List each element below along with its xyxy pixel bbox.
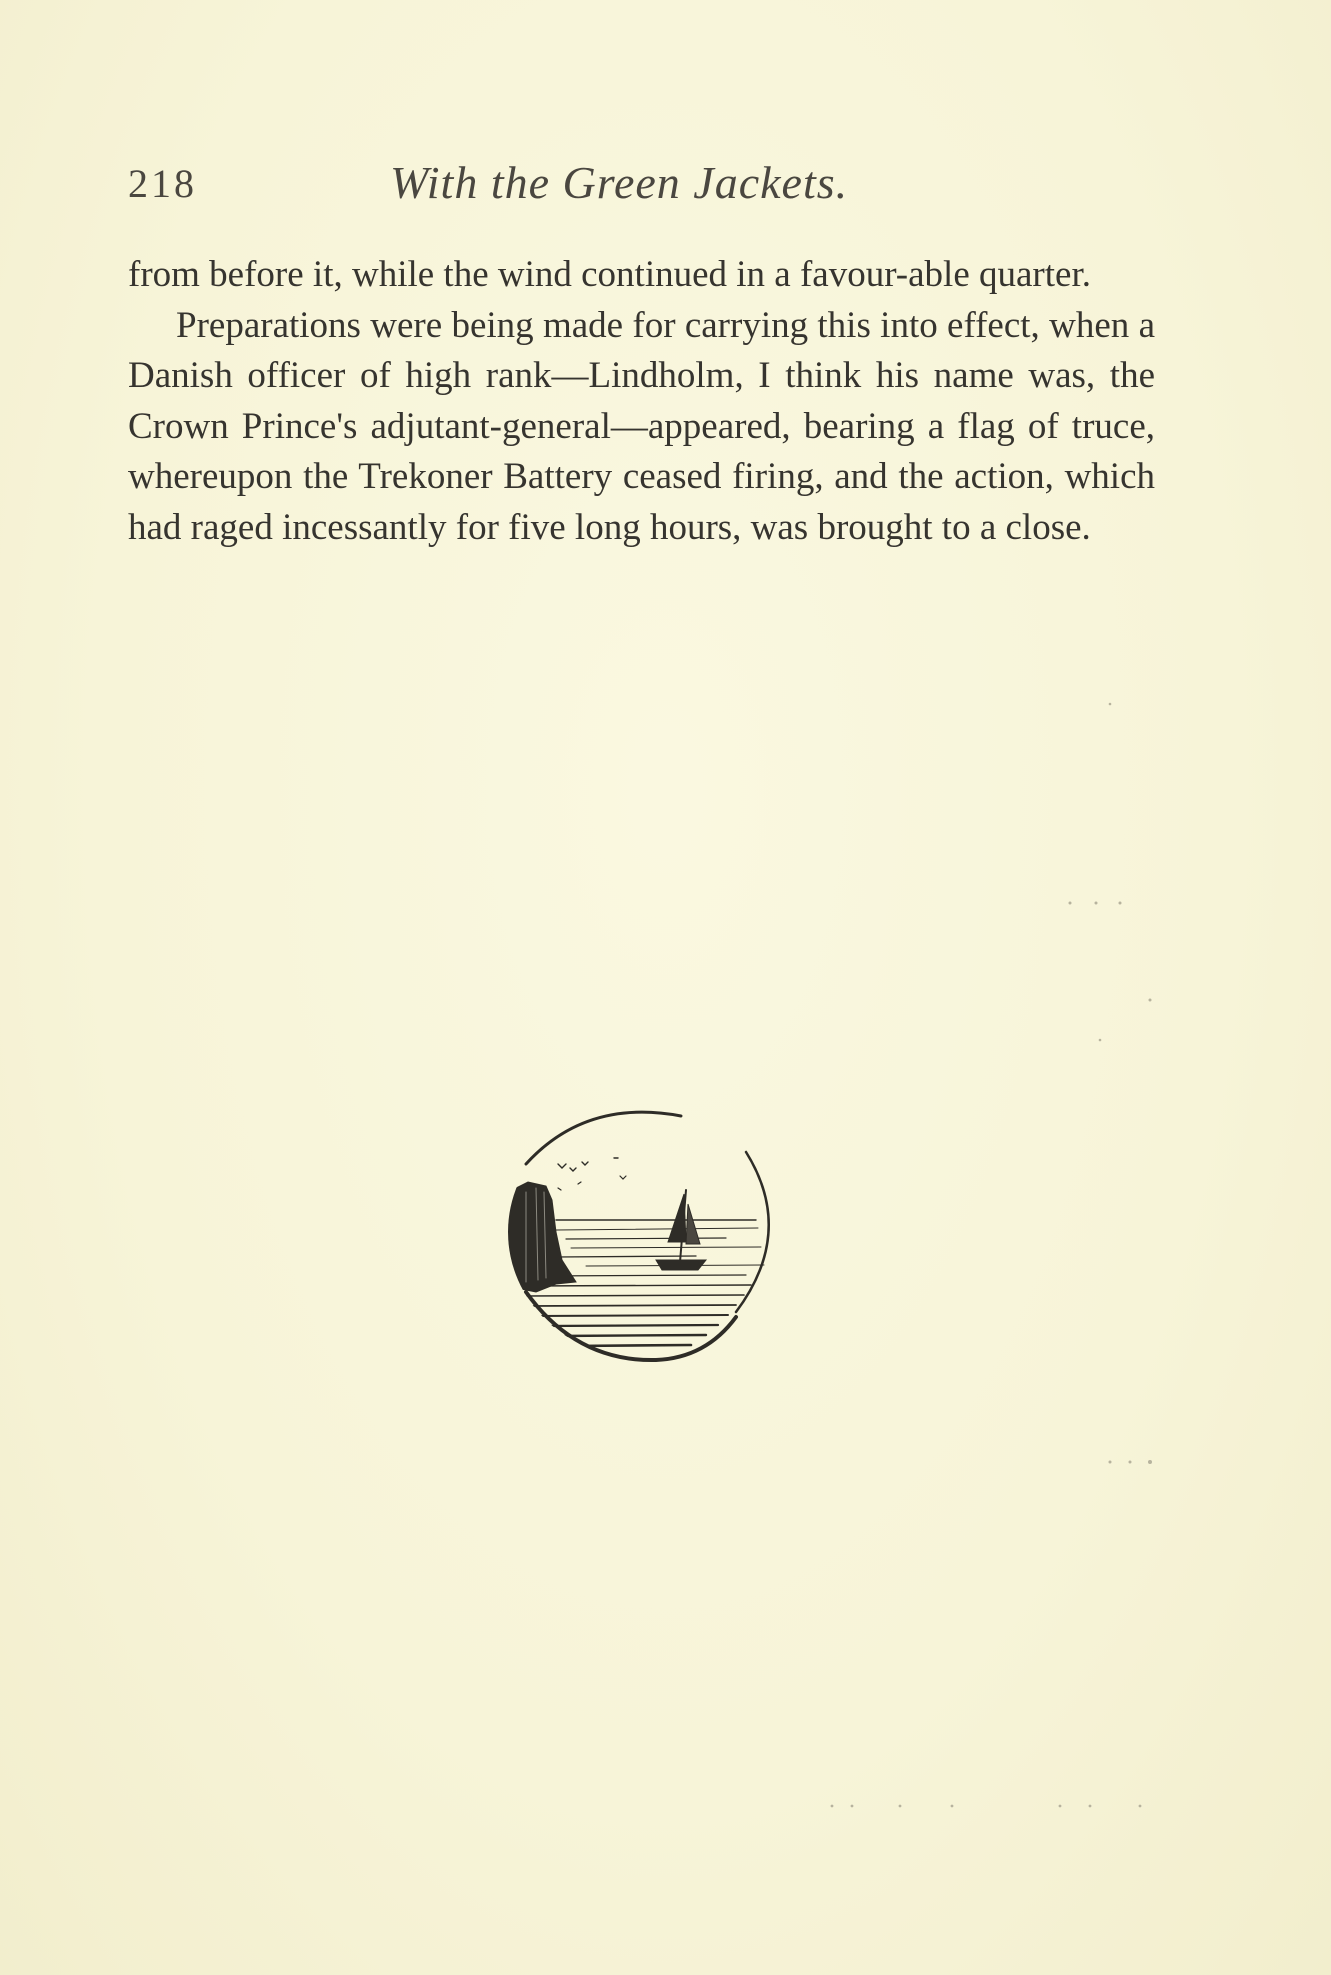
paragraph: Preparations were being made for carrying this into effect, when a Danish officer of high rank—Lindholm, I think his name was, the Crown Prince's adjutant-general—appeared, bearing a flag of truce, whereupon the Trekoner Battery ceased firing, and the action, which had raged incessantly for five long hours, was brought to a close.	[128, 304, 1155, 548]
seascape-vignette-icon	[496, 1092, 786, 1372]
body-text	[128, 250, 1155, 553]
paragraph-continued: from before it, while the wind continued in a favour-able quarter.	[128, 254, 1091, 295]
running-title: With the Green Jackets.	[390, 157, 849, 208]
page-number: 218	[128, 161, 197, 206]
running-head	[128, 156, 1163, 216]
